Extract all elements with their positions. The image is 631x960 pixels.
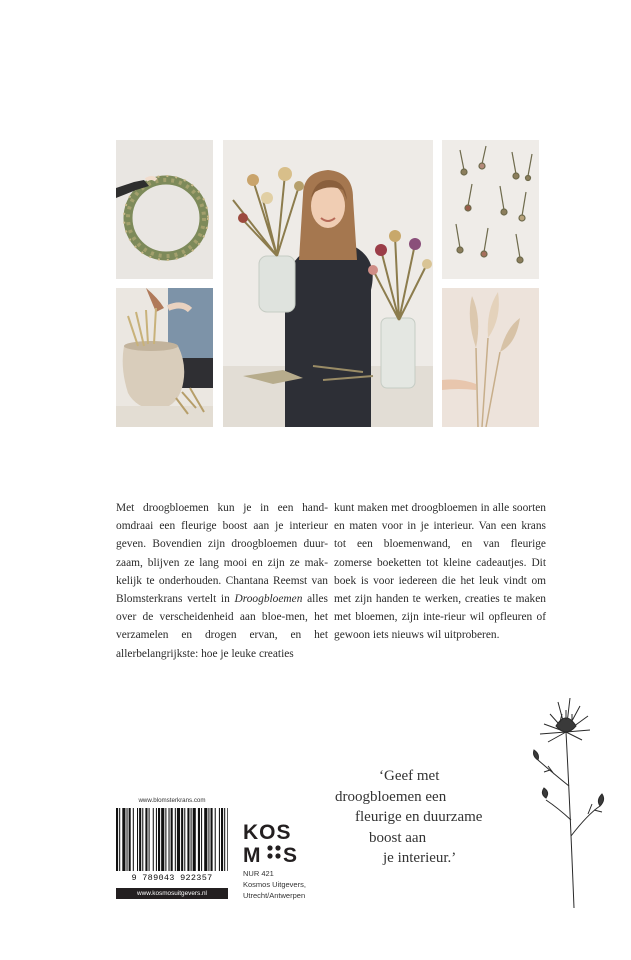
body-text-part-2: alles over de verscheidenheid aan bloe-men, het verzamelen en drogen ervan, en het allerbelangrijkste: hoe je leuke creaties — [116, 593, 328, 660]
publisher-name: Kosmos Uitgevers, — [243, 880, 306, 889]
publisher-url-bar: www.kosmosuitgevers.nl — [116, 888, 228, 899]
quote-line-1: ‘Geef met — [379, 768, 440, 784]
body-text-part-3: kunt maken met droogbloemen in alle soorten en maten voor in je interieur. Van een krans tot een bloemenwand, en van fleurige zomerse boeketten tot kleine cadeautjes. Dit boek is voor iedereen die het leuk vindt om met zijn handen te werken, creaties te maken met bloemen, zijn inte-rieur wil opfleuren of gewoon iets nieuws wil uitproberen. — [334, 502, 546, 642]
body-text-part-1: Met droogbloemen kun je in een hand-omdraai een fleurige boost aan je interieur geven. Bovendien zijn droogbloemen duur-zaam, blijven ze lang mooi en zijn ze mak-kelijk te onderhouden. Chantana Reemst van Blomsterkrans vertelt in — [116, 502, 328, 606]
pampas-grass-photo — [442, 288, 539, 427]
logo-line-2-left: M — [243, 844, 261, 866]
isbn-number: 9 789043 922357 — [131, 873, 213, 883]
thistle-illustration — [510, 686, 610, 908]
isbn-barcode — [116, 808, 228, 871]
book-title: Droogbloemen — [234, 593, 303, 606]
body-text-column-1 — [116, 499, 328, 663]
quote-line-3: fleurige en duurzame — [355, 809, 483, 825]
publisher-city: Utrecht/Antwerpen — [243, 891, 306, 900]
kosmos-logo — [243, 820, 303, 866]
florist-portrait-photo — [223, 140, 433, 427]
wreath-photo — [116, 140, 213, 279]
website-url: www.blomsterkrans.com — [138, 797, 206, 804]
quote-line-5: je interieur.’ — [383, 850, 457, 866]
quote-line-4: boost aan — [369, 829, 427, 846]
flower-wall-photo — [442, 140, 539, 279]
vase-photo — [116, 288, 213, 427]
logo-line-1: KOS — [243, 821, 292, 844]
nur-code: NUR 421 — [243, 869, 274, 878]
logo-dots-icon — [267, 845, 280, 858]
logo-line-2-right: S — [283, 844, 298, 866]
quote-line-2: droogbloemen een — [335, 788, 447, 805]
publisher-info — [243, 868, 306, 901]
body-text-column-2 — [334, 499, 546, 645]
